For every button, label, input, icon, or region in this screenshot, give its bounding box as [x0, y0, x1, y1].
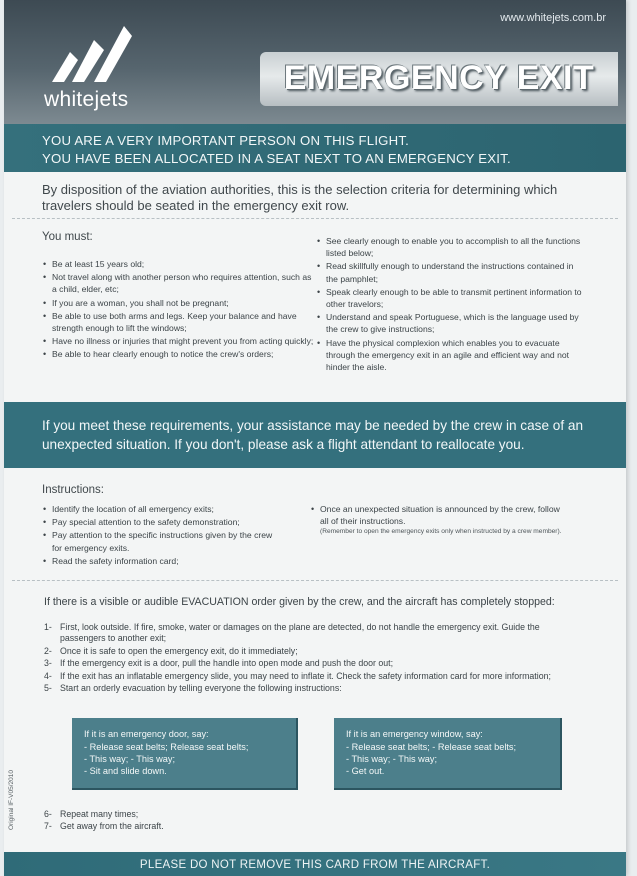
divider [12, 218, 618, 219]
step-number: 1- [44, 622, 52, 632]
list-item: • Pay attention to the specific instructions given by the crew for emergency exits. [42, 529, 282, 553]
step-item [44, 809, 580, 820]
step-number: 6- [44, 809, 52, 819]
list-item: - Get out. [346, 766, 385, 777]
step-text: Start an orderly evacuation by telling everyone the following instructions: [60, 683, 342, 694]
window-box-list [346, 741, 516, 778]
must-list-right [316, 235, 586, 374]
step-number: 5- [44, 683, 52, 694]
instruction-note: (Remember to open the emergency exits only when instructed by a crew member). [320, 528, 562, 536]
list-item [310, 503, 566, 537]
list-item: • See clearly enough to enable you to accomplish to all the functions listed below; [316, 235, 586, 259]
whitejets-logo-icon [44, 24, 164, 90]
list-item: • Be able to hear clearly enough to notice the crew's orders; [42, 348, 318, 360]
list-item: • Pay special attention to the safety demonstration; [42, 516, 282, 528]
vip-banner [4, 124, 626, 172]
divider [12, 580, 618, 581]
step-text: If the emergency exit is a door, pull the handle into open mode and push the door out; [60, 658, 394, 669]
evacuation-intro: If there is a visible or audible EVACUATION order given by the crew, and the aircraft has completely stopped: [44, 596, 555, 608]
header [4, 0, 626, 124]
list-item: • Be able to use both arms and legs. Keep your balance and have strength enough to lift the windows; [42, 310, 318, 334]
list-item: • Read the safety information card; [42, 555, 282, 567]
must-list-left [42, 258, 318, 362]
list-item: - Release seat belts; Release seat belts; [84, 742, 249, 752]
step-text: Once it is safe to open the emergency exit, do it immediately; [60, 645, 298, 656]
intro-text: By disposition of the aviation authorities, this is the selection criteria for determining which travelers should be seated in the emergency exit row. [42, 182, 558, 213]
evacuation-steps [44, 622, 580, 695]
step-number: 3- [44, 658, 52, 669]
list-item: - This way; - This way; [346, 754, 438, 765]
list-item: • Have no illness or injuries that might prevent you from acting quickly; [42, 335, 318, 347]
safety-card [4, 0, 626, 876]
list-item: - This way; - This way; [84, 754, 176, 765]
card-code: Original IF-V05/2010 [8, 770, 15, 830]
list-item: - Sit and slide down. [84, 766, 167, 777]
step-number: 4- [44, 670, 52, 681]
step-item [44, 821, 580, 832]
step-item [44, 683, 580, 694]
list-item: • Identify the location of all emergency exits; [42, 503, 282, 515]
requirements-banner-line-1: If you meet these requirements, your assistance may be needed by the crew in case of an [42, 418, 584, 433]
logo-text: whitejets [44, 88, 129, 111]
step-text: Repeat many times; [60, 809, 139, 819]
website-url: www.whitejets.com.br [500, 12, 606, 24]
emergency-window-box [334, 718, 562, 790]
page-title: EMERGENCY EXIT [283, 59, 595, 97]
door-box-heading: If it is an emergency door, say: [84, 729, 209, 739]
instructions-list-right [310, 503, 566, 538]
list-item: • Understand and speak Portuguese, which is the language used by the crew to give instructions; [316, 311, 586, 335]
instruction-text: Once an unexpected situation is announced by the crew, follow all of their instructions. [320, 504, 560, 527]
list-item: • Be at least 15 years old; [42, 258, 318, 270]
list-item: - Release seat belts; - Release seat belts; [346, 742, 517, 752]
emergency-door-box [72, 718, 298, 790]
list-item: • Speak clearly enough to be able to transmit pertinent information to other travelors; [316, 286, 586, 310]
requirements-banner [4, 402, 626, 468]
step-number: 2- [44, 645, 52, 656]
list-item: • Have the physical complexion which enables you to evacuate through the emergency exit in an agile and efficient way and not hinder the aisle. [316, 337, 586, 374]
door-box-list [84, 741, 248, 778]
instructions-list-left [42, 503, 282, 568]
step-text: Get away from the aircraft. [60, 821, 164, 832]
footer-banner: PLEASE DO NOT REMOVE THIS CARD FROM THE AIRCRAFT. [4, 852, 626, 876]
instructions-label: Instructions: [42, 484, 104, 496]
list-item: • If you are a woman, you shall not be pregnant; [42, 297, 318, 309]
vip-banner-line-1: YOU ARE A VERY IMPORTANT PERSON ON THIS FLIGHT. [42, 133, 410, 148]
step-item [44, 658, 580, 669]
step-text: If the exit has an inflatable emergency slide, you may need to inflate it. Check the safety information card for more information; [60, 670, 551, 681]
step-text: First, look outside. If fire, smoke, water or damages on the plane are detected, do not handle the emergency exit. Guide the passengers to another exit; [60, 622, 540, 644]
vip-banner-line-2: YOU HAVE BEEN ALLOCATED IN A SEAT NEXT TO AN EMERGENCY EXIT. [42, 151, 511, 166]
you-must-label: You must: [42, 231, 93, 243]
step-number: 7- [44, 821, 52, 832]
list-item: • Read skillfully enough to understand the instructions contained in the pamphlet; [316, 260, 586, 284]
step-item [44, 646, 580, 657]
step-item [44, 671, 580, 682]
requirements-banner-line-2: unexpected situation. If you don't, please ask a flight attendant to reallocate you. [42, 437, 525, 452]
title-plate [260, 52, 618, 106]
evacuation-final-steps [44, 809, 580, 834]
window-box-heading: If it is an emergency window, say: [346, 729, 483, 739]
step-item [44, 622, 580, 645]
list-item: • Not travel along with another person who requires attention, such as a child, elder, etc; [42, 271, 318, 295]
